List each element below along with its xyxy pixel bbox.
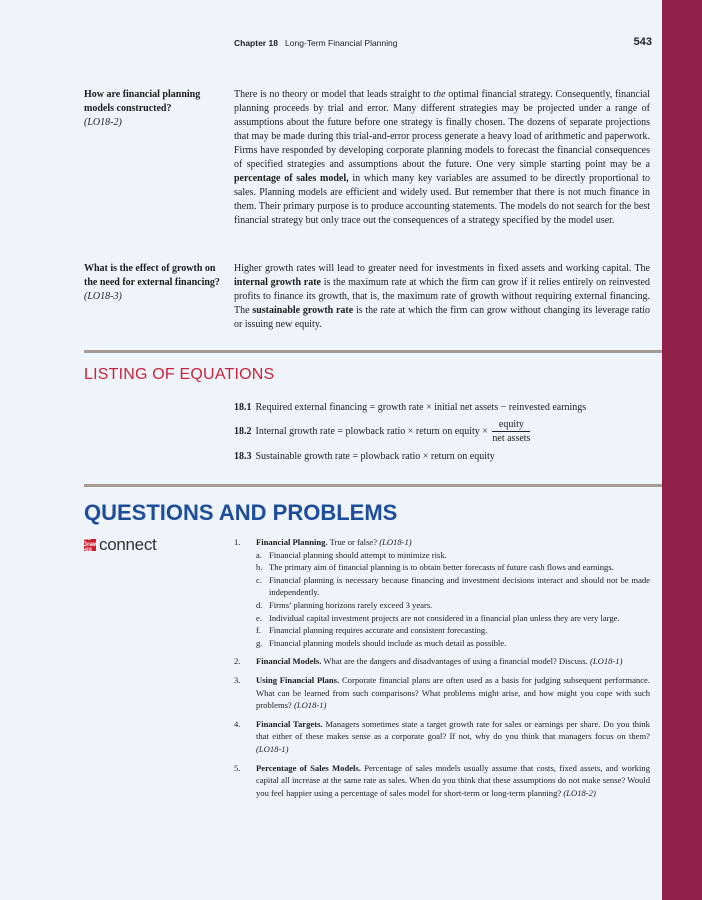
margin-question-text: What is the effect of growth on the need for external financing? — [84, 263, 220, 288]
sub-text: Financial planning models should include as much detail as possible. — [269, 637, 507, 648]
question-text: Managers sometimes state a target growth rate for sales or earnings per share. Do you think that either of these makes sense as a corporate goal? If not, why do you think that managers focus on them? — [256, 718, 650, 742]
sub-letter: e. — [256, 612, 262, 623]
question-number: 2. — [234, 656, 241, 667]
question-title: Financial Models. — [256, 656, 322, 667]
sub-letter: d. — [256, 599, 263, 610]
equation-18-1 — [234, 401, 586, 415]
question-text: What are the dangers and disadvantages of using a financial model? Discuss. — [321, 656, 590, 667]
sub-letter: g. — [256, 637, 263, 648]
text-run: is the rate at which the firm can grow without changing its leverage ratio or issuing new equity. — [234, 305, 651, 330]
paragraph-planning-models — [234, 88, 650, 228]
chapter-title: Long-Term Financial Planning — [285, 38, 398, 48]
questions-list — [234, 536, 650, 805]
page-header — [234, 38, 652, 54]
equation-fraction — [492, 418, 530, 445]
sub-text: Financial planning is necessary because financing and investment decisions interact and should not be made independently. — [269, 574, 650, 598]
learning-objective: (LO18-1) — [589, 656, 623, 667]
paragraph-growth-financing — [234, 262, 650, 332]
sub-question — [256, 561, 650, 574]
equation-18-3 — [234, 450, 495, 464]
question-3 — [234, 674, 650, 712]
sub-question — [256, 574, 650, 599]
emphasis: the — [433, 89, 446, 100]
question-text: Percentage of sales models usually assume that costs, fixed assets, and working capital all increase at the same rate as sales. When do you think that these assumptions do not make sense? Would you feel happier using a percentage of sales model for short-term or long-term planning? — [256, 762, 650, 798]
question-number: 4. — [234, 718, 241, 729]
key-term: sustainable growth rate — [252, 305, 354, 316]
learning-objective: (LO18-1) — [379, 537, 412, 547]
sub-question — [256, 624, 650, 637]
text-run: There is no theory or model that leads straight to — [234, 89, 434, 100]
equation-18-2 — [234, 418, 530, 445]
sub-question — [256, 637, 650, 650]
sub-text: The primary aim of financial planning is to obtain better forecasts of future cash flows and earnings. — [269, 562, 614, 573]
sub-text: Financial planning should attempt to minimize risk. — [269, 549, 447, 560]
question-text: Corporate financial plans are often used as a basis for judging subsequent performance. What can be learned from such comparisons? What problems might arise, and how might you cope with such problems? — [256, 674, 650, 711]
key-term: percentage of sales model, — [234, 173, 349, 184]
question-title: Percentage of Sales Models. — [256, 762, 361, 773]
question-text: True or false? — [327, 537, 380, 547]
sub-letter: a. — [256, 549, 262, 560]
sub-question — [256, 612, 650, 625]
text-run: optimal financial strategy. Consequently, financial planning proceeds by trial and error. Many different strategies may be projected under a range of assumptions about the future before one strategy is finally chosen. The dozens of separate projections that may be made during this trial-and-error process generate a heavy load of arithmetic and paperwork. Firms have responded by developing corporate planning models to forecast the financial consequences of specified strategies and assumptions about the future. One very simple starting point may be a — [234, 89, 650, 170]
text-run: is the maximum rate at which the firm can grow if it relies entirely on reinvested profits to finance its growth, that is, the maximum rate of growth without requiring external financing. The — [234, 277, 650, 316]
margin-question-text: How are financial planning models constructed? — [84, 89, 201, 114]
question-number: 1. — [234, 537, 241, 547]
question-5 — [234, 762, 650, 800]
chapter-label: Chapter 18 — [234, 38, 278, 48]
question-4 — [234, 718, 650, 756]
listing-title: LISTING OF EQUATIONS — [84, 366, 275, 383]
question-title: Using Financial Plans. — [256, 674, 340, 685]
text-run: Higher growth rates will lead to greater need for investments in fixed assets and working capital. The — [234, 263, 650, 274]
section-divider — [84, 350, 662, 353]
sub-question — [256, 599, 650, 612]
equation-number: 18.2 — [234, 425, 252, 437]
sub-letter: f. — [256, 625, 262, 636]
question-2 — [234, 655, 650, 668]
equation-number: 18.3 — [234, 451, 252, 462]
equation-text: Internal growth rate = plowback ratio × return on equity × — [255, 425, 488, 437]
fraction-numerator: equity — [492, 418, 530, 432]
chapter-color-bar — [662, 0, 702, 900]
question-title: Financial Targets. — [256, 718, 323, 729]
mcgraw-hill-logo-icon: Mc Graw Hill — [82, 536, 98, 554]
margin-question-1 — [84, 88, 226, 130]
learning-objective: (LO18-1) — [293, 700, 327, 711]
learning-objective: (LO18-2) — [84, 117, 122, 128]
sub-text: Firms’ planning horizons rarely exceed 3 years. — [269, 599, 433, 610]
equation-number: 18.1 — [234, 402, 252, 413]
connect-logo-text: connect — [99, 535, 157, 554]
sub-question — [256, 549, 650, 562]
questions-title: QUESTIONS AND PROBLEMS — [84, 500, 398, 525]
question-number: 3. — [234, 674, 241, 685]
page-number: 543 — [633, 36, 652, 48]
text-run: in which many key variables are assumed to be directly proportional to sales. Planning models are efficient and widely used. But remember that there is not much finance in them. Their primary purpose is to produce accounting statements. The models do not search for the best financial strategy but only trace out the consequences of a strategy specified by the model user. — [234, 173, 650, 226]
learning-objective: (LO18-2) — [563, 787, 596, 798]
sub-letter: b. — [256, 562, 263, 573]
question-number: 5. — [234, 762, 241, 773]
margin-question-2 — [84, 262, 226, 304]
section-divider — [84, 484, 662, 487]
sub-letter: c. — [256, 574, 262, 585]
question-title: Financial Planning. — [256, 537, 328, 547]
sub-text: Financial planning requires accurate and consistent forecasting. — [269, 625, 488, 636]
equation-text: Required external financing = growth rate × initial net assets − reinvested earnings — [255, 402, 587, 413]
equation-text: Sustainable growth rate = plowback ratio × return on equity — [255, 451, 495, 462]
learning-objective: (LO18-3) — [84, 291, 122, 302]
sub-text: Individual capital investment projects are not considered in a financial plan unless they are very large. — [269, 612, 620, 623]
fraction-denominator: net assets — [492, 433, 531, 444]
learning-objective: (LO18-1) — [256, 743, 289, 754]
connect-logo — [84, 536, 156, 554]
key-term: internal growth rate — [234, 277, 321, 288]
question-1 — [234, 536, 650, 649]
